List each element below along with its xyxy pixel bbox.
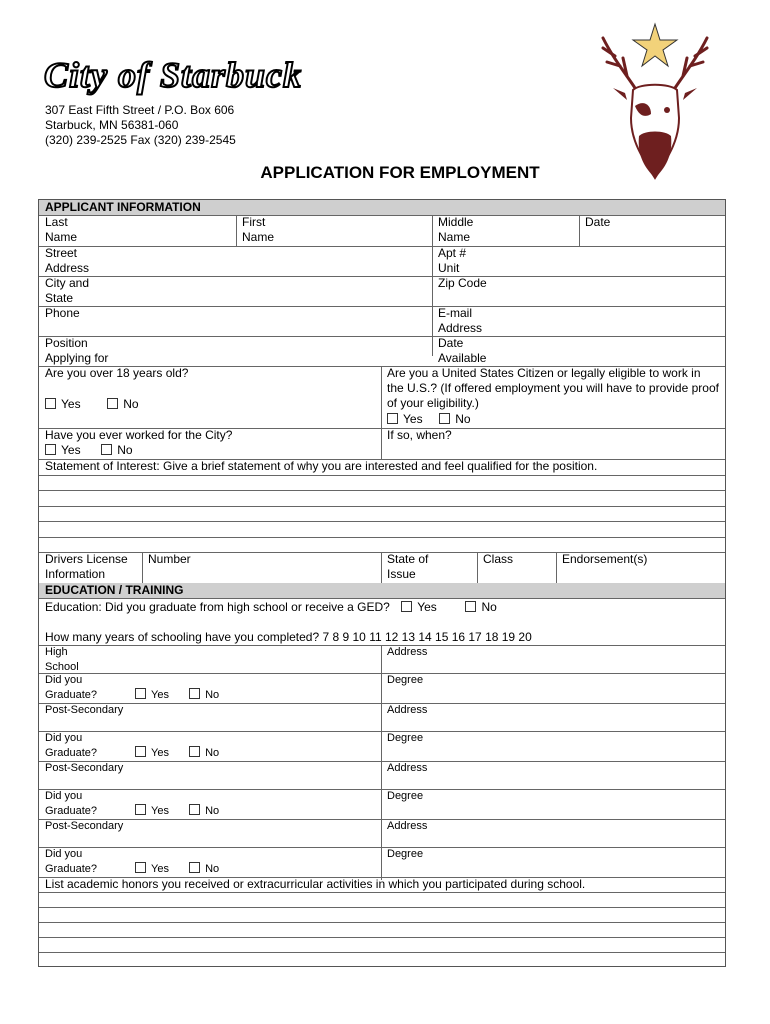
license-number-field[interactable]: Number xyxy=(148,552,191,566)
citizen-question: Are you a United States Citizen or legally eligible to work in the U.S.? (If offered employment you will have to provide proof of your eligibility.) xyxy=(387,366,719,410)
worked-city-options: Yes No xyxy=(39,443,381,458)
city-logo-text: City of Starbuck xyxy=(44,55,303,95)
post-secondary-1-grad-options: Yes No xyxy=(129,746,279,761)
worked-city-no-checkbox[interactable] xyxy=(101,444,112,455)
position-applying-field[interactable]: Position Applying for xyxy=(45,336,109,365)
post-secondary-3-address-field[interactable]: Address xyxy=(387,820,428,832)
citizen-no-checkbox[interactable] xyxy=(439,413,450,424)
high-school-address-field[interactable]: Address xyxy=(387,646,428,658)
years-schooling-question: How many years of schooling have you completed? 7 8 9 10 11 12 13 14 15 16 17 18 19 20 xyxy=(45,630,532,644)
street-address-field[interactable]: Street Address xyxy=(45,246,90,275)
high-school-degree-field[interactable]: Degree xyxy=(387,674,424,686)
application-form xyxy=(38,199,726,967)
section-education-training: EDUCATION / TRAINING xyxy=(39,583,725,598)
last-name-field[interactable]: Last Name xyxy=(45,215,78,244)
hs-grad-no-checkbox[interactable] xyxy=(189,688,200,699)
ps3-grad-yes-checkbox[interactable] xyxy=(135,862,146,873)
post-secondary-2-address-field[interactable]: Address xyxy=(387,762,428,774)
license-class-field[interactable]: Class xyxy=(483,552,514,566)
ps1-grad-no-checkbox[interactable] xyxy=(189,746,200,757)
citizen-yes-checkbox[interactable] xyxy=(387,413,398,424)
zip-code-field[interactable]: Zip Code xyxy=(438,276,487,290)
license-endorsements-field[interactable]: Endorsement(s) xyxy=(562,552,648,566)
first-name-field[interactable]: First Name xyxy=(242,215,275,244)
post-secondary-1-address-field[interactable]: Address xyxy=(387,704,428,716)
section-applicant-information: APPLICANT INFORMATION xyxy=(39,200,725,215)
middle-name-field[interactable]: Middle Name xyxy=(438,215,474,244)
post-secondary-1-degree-field[interactable]: Degree xyxy=(387,732,424,744)
high-school-field[interactable]: High School xyxy=(45,646,79,673)
deer-star-logo xyxy=(595,18,715,183)
apt-unit-field[interactable]: Apt # Unit xyxy=(438,246,467,275)
worked-city-yes-checkbox[interactable] xyxy=(45,444,56,455)
over-18-question: Are you over 18 years old? xyxy=(45,366,189,380)
over-18-yes-checkbox[interactable] xyxy=(45,398,56,409)
ged-question: Education: Did you graduate from high school or receive a GED? Yes No xyxy=(45,600,497,614)
ps2-grad-no-checkbox[interactable] xyxy=(189,804,200,815)
if-so-when-field[interactable]: If so, when? xyxy=(387,428,452,442)
ps3-grad-no-checkbox[interactable] xyxy=(189,862,200,873)
date-available-field[interactable]: Date Available xyxy=(438,336,487,365)
post-secondary-2-field[interactable]: Post-Secondary xyxy=(45,762,124,774)
phone-field[interactable]: Phone xyxy=(45,306,80,320)
ged-yes-checkbox[interactable] xyxy=(401,601,412,612)
address-line-1: 307 East Fifth Street / P.O. Box 606 xyxy=(45,103,235,117)
drivers-license-label: Drivers License Information xyxy=(45,552,128,581)
citizen-options: Yes No xyxy=(381,412,725,427)
post-secondary-1-graduated: Did you Graduate? xyxy=(45,732,97,759)
over-18-options: Yes No xyxy=(39,397,381,412)
post-secondary-2-degree-field[interactable]: Degree xyxy=(387,790,424,802)
post-secondary-3-field[interactable]: Post-Secondary xyxy=(45,820,124,832)
academic-honors-label: List academic honors you received or extracurricular activities in which you participated during school. xyxy=(45,877,586,891)
post-secondary-3-degree-field[interactable]: Degree xyxy=(387,848,424,860)
post-secondary-2-graduated: Did you Graduate? xyxy=(45,790,97,817)
high-school-graduated: Did you Graduate? xyxy=(45,674,97,701)
post-secondary-1-field[interactable]: Post-Secondary xyxy=(45,704,124,716)
address-line-2: Starbuck, MN 56381-060 xyxy=(45,118,179,132)
post-secondary-2-grad-options: Yes No xyxy=(129,804,279,819)
city-state-field[interactable]: City and State xyxy=(45,276,90,305)
statement-of-interest-label: Statement of Interest: Give a brief statement of why you are interested and feel qualified for the position. xyxy=(45,459,598,473)
date-field[interactable]: Date xyxy=(585,215,611,229)
hs-grad-yes-checkbox[interactable] xyxy=(135,688,146,699)
ged-no-checkbox[interactable] xyxy=(465,601,476,612)
high-school-grad-options: Yes No xyxy=(129,688,279,703)
ps1-grad-yes-checkbox[interactable] xyxy=(135,746,146,757)
email-field[interactable]: E-mail Address xyxy=(438,306,483,335)
form-title: APPLICATION FOR EMPLOYMENT xyxy=(260,163,540,182)
city-address xyxy=(45,103,236,148)
post-secondary-3-graduated: Did you Graduate? xyxy=(45,848,97,875)
star-icon xyxy=(633,24,677,66)
over-18-no-checkbox[interactable] xyxy=(107,398,118,409)
post-secondary-3-grad-options: Yes No xyxy=(129,862,279,877)
worked-city-question: Have you ever worked for the City? xyxy=(45,428,233,442)
ps2-grad-yes-checkbox[interactable] xyxy=(135,804,146,815)
license-state-field[interactable]: State of Issue xyxy=(387,552,429,581)
address-line-3: (320) 239-2525 Fax (320) 239-2545 xyxy=(45,133,236,147)
